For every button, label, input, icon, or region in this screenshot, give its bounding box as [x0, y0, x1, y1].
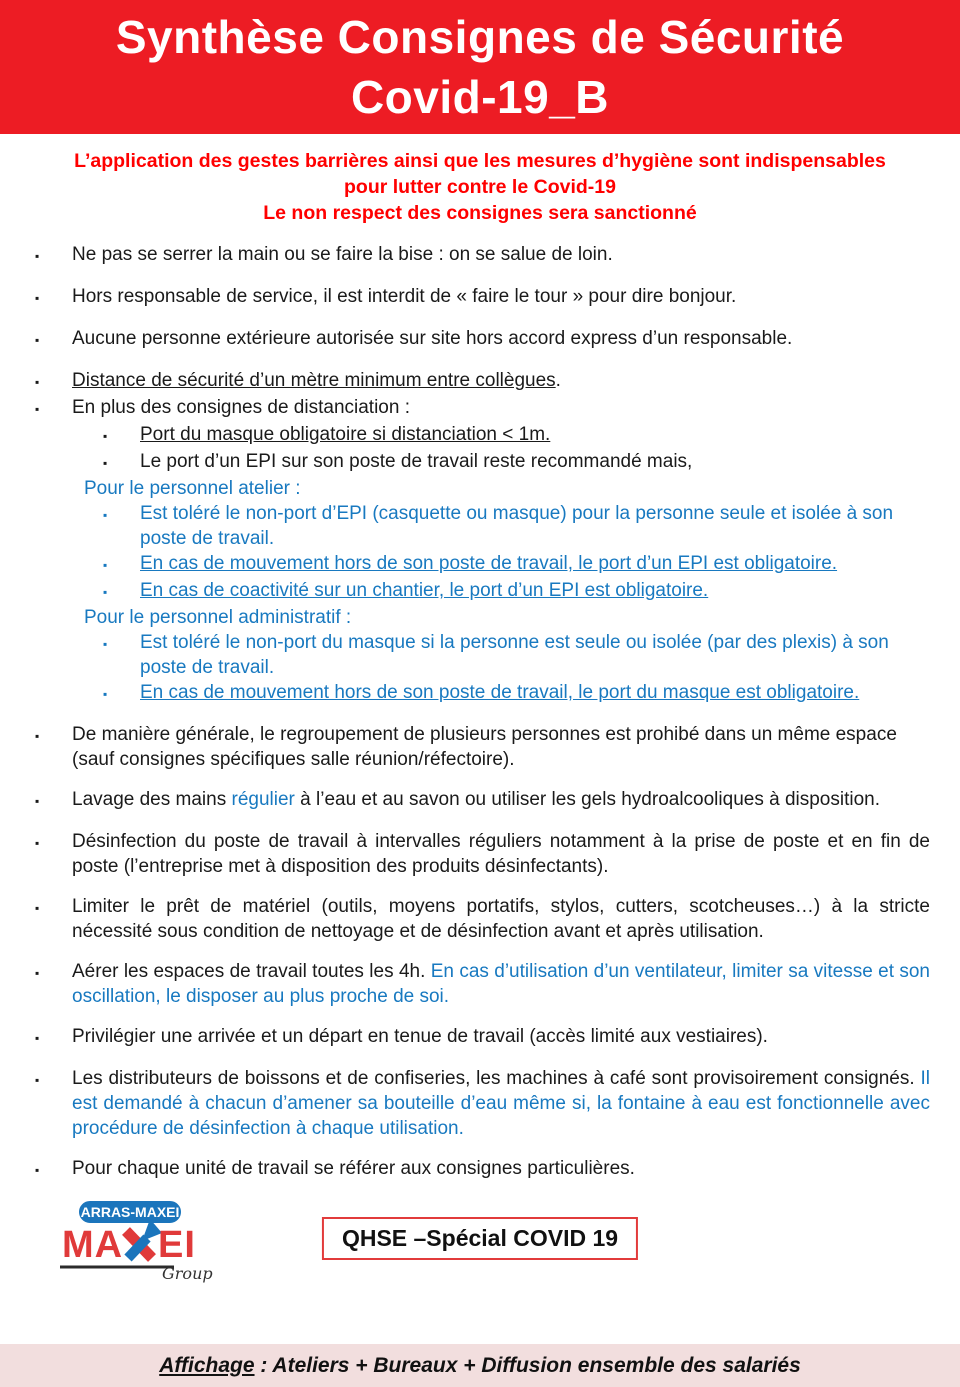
warning-line-1: L’application des gestes barrières ainsi que les mesures d’hygiène sont indispensables	[74, 150, 886, 172]
bullet-square-icon: ▪	[35, 794, 40, 808]
page-title-line2: Covid-19_B	[350, 71, 610, 123]
text-black: Lavage des mains	[72, 789, 232, 810]
warning-line-2: pour lutter contre le Covid-19	[344, 176, 616, 198]
bullet-square-icon: ▪	[103, 687, 108, 701]
bullet-square-icon: ▪	[103, 585, 108, 599]
item-text: Pour chaque unité de travail se référer aux consignes particulières.	[72, 1158, 635, 1179]
list-item-greeting	[35, 242, 930, 269]
logo-brand-left: MA	[62, 1224, 124, 1266]
item-text	[72, 1066, 930, 1141]
list-item-desinfection	[35, 829, 930, 879]
group-header-administratif: Pour le personnel administratif :	[84, 607, 352, 628]
bullet-square-icon: ▪	[35, 333, 40, 347]
bullet-square-icon: ▪	[35, 291, 40, 305]
title-banner	[0, 0, 960, 134]
bullet-square-icon: ▪	[103, 429, 108, 443]
bullet-square-icon: ▪	[35, 402, 40, 416]
list-item-tour	[35, 284, 930, 311]
item-text: En plus des consignes de distanciation :	[72, 397, 410, 418]
text-blue: En cas d’utilisation d’un ventilateur, limiter sa vitesse et son oscillation, le disposer au plus proche de soi.	[72, 961, 930, 1007]
item-text: Est toléré le non-port du masque si la personne est seule ou isolée (par des plexis) à son poste de travail.	[140, 632, 889, 678]
bullet-square-icon: ▪	[35, 729, 40, 743]
item-text	[72, 787, 930, 814]
item-text: En cas de mouvement hors de son poste de travail, le port d’un EPI est obligatoire.	[140, 553, 838, 574]
item-text	[72, 959, 930, 1009]
item-text: Ne pas se serrer la main ou se faire la bise : on se salue de loin.	[72, 244, 613, 265]
text-blue: régulier	[231, 789, 295, 810]
text-black: Les distributeurs de boissons et de confiseries, les machines à café sont provisoirement consignés.	[72, 1068, 921, 1089]
qhse-label-box	[322, 1217, 638, 1260]
bullet-square-icon: ▪	[35, 1031, 40, 1045]
page-title-line1: Synthèse Consignes de Sécurité	[115, 11, 845, 63]
bullet-square-icon: ▪	[35, 836, 40, 850]
instructions-list	[0, 242, 960, 1183]
item-text: En cas de mouvement hors de son poste de travail, le port du masque est obligatoire.	[140, 682, 860, 703]
brand-row	[0, 1197, 960, 1293]
list-item-vestiaires	[35, 1024, 930, 1051]
item-text: De manière générale, le regroupement de plusieurs personnes est prohibé dans un même espace (sauf consignes spécifiques salle réunion/réfectoire).	[72, 724, 897, 770]
list-item-distance	[35, 368, 930, 395]
bullet-square-icon: ▪	[103, 637, 108, 651]
text-blue: Il est demandé à chacun d’amener sa bouteille d’eau même si, la fontaine à eau est fonctionnelle avec procédure de désinfection à chaque utilisation.	[72, 1068, 930, 1139]
bullet-square-icon: ▪	[35, 249, 40, 263]
period: .	[555, 370, 561, 391]
list-item-consignes-particulieres	[35, 1156, 930, 1183]
bullet-square-icon: ▪	[35, 1163, 40, 1177]
bullet-square-icon: ▪	[35, 966, 40, 980]
bullet-square-icon: ▪	[35, 901, 40, 915]
group-header-atelier: Pour le personnel atelier :	[84, 478, 301, 499]
footer-banner	[0, 1344, 960, 1387]
list-item-aeration	[35, 959, 930, 1009]
bullet-square-icon: ▪	[35, 375, 40, 389]
bullet-square-icon: ▪	[35, 1073, 40, 1087]
bullet-square-icon: ▪	[103, 558, 108, 572]
list-item-visitors	[35, 326, 930, 353]
list-item-distributeurs	[35, 1066, 930, 1141]
list-item-distanciation	[35, 395, 930, 422]
arras-maxei-logo	[54, 1197, 232, 1289]
logo-pill-text: ARRAS-MAXEI	[80, 1204, 180, 1220]
bullet-square-icon: ▪	[103, 508, 108, 522]
admin-item-mouvement	[103, 680, 930, 707]
item-text: Privilégier une arrivée et un départ en tenue de travail (accès limité aux vestiaires).	[72, 1026, 768, 1047]
admin-item-tolerance	[103, 630, 930, 680]
warning-line-3: Le non respect des consignes sera sanctionné	[263, 202, 697, 224]
affichage-label: Affichage	[159, 1353, 255, 1377]
item-text: Port du masque obligatoire si distanciation < 1m.	[140, 424, 551, 445]
list-item-regroupement	[35, 722, 930, 772]
item-text: Limiter le prêt de matériel (outils, moyens portatifs, stylos, cutters, scotcheuses…) à la stricte nécessité sous condition de nettoyage et de désinfection avant et après utilisation.	[72, 896, 930, 942]
item-text: Hors responsable de service, il est interdit de « faire le tour » pour dire bonjour.	[72, 286, 737, 307]
item-text: En cas de coactivité sur un chantier, le port d’un EPI est obligatoire.	[140, 580, 709, 601]
bullet-square-icon: ▪	[103, 456, 108, 470]
item-text: Aucune personne extérieure autorisée sur site hors accord express d’un responsable.	[72, 328, 793, 349]
item-text	[72, 368, 930, 395]
qhse-label: QHSE –Spécial COVID 19	[341, 1225, 619, 1251]
list-item-pret-materiel	[35, 894, 930, 944]
sub-item-masque-1m	[103, 422, 930, 449]
item-text: Désinfection du poste de travail à intervalles réguliers notamment à la prise de poste et en fin de poste (l’entreprise met à disposition des produits désinfectants).	[72, 831, 930, 877]
text-black: à l’eau et au savon ou utiliser les gels hydroalcooliques à disposition.	[294, 789, 881, 810]
atelier-item-coactivite	[103, 578, 930, 605]
underlined-text: Distance de sécurité d’un mètre minimum entre collègues	[72, 370, 556, 391]
sub-item-epi-recommande	[103, 449, 930, 476]
text-black: Aérer les espaces de travail toutes les 4h.	[72, 961, 431, 982]
warning-statement	[0, 148, 960, 226]
logo-group-text: Group	[162, 1264, 213, 1283]
logo-brand-right: EI	[158, 1224, 196, 1266]
affichage-detail: : Ateliers + Bureaux + Diffusion ensemble des salariés	[254, 1353, 801, 1377]
atelier-item-mouvement	[103, 551, 930, 578]
footer-text	[159, 1354, 801, 1378]
item-text: Le port d’un EPI sur son poste de travail reste recommandé mais,	[140, 451, 693, 472]
list-item-lavage-mains	[35, 787, 930, 814]
atelier-item-tolerance	[103, 501, 930, 551]
item-text: Est toléré le non-port d’EPI (casquette ou masque) pour la personne seule et isolée à son poste de travail.	[140, 503, 894, 549]
